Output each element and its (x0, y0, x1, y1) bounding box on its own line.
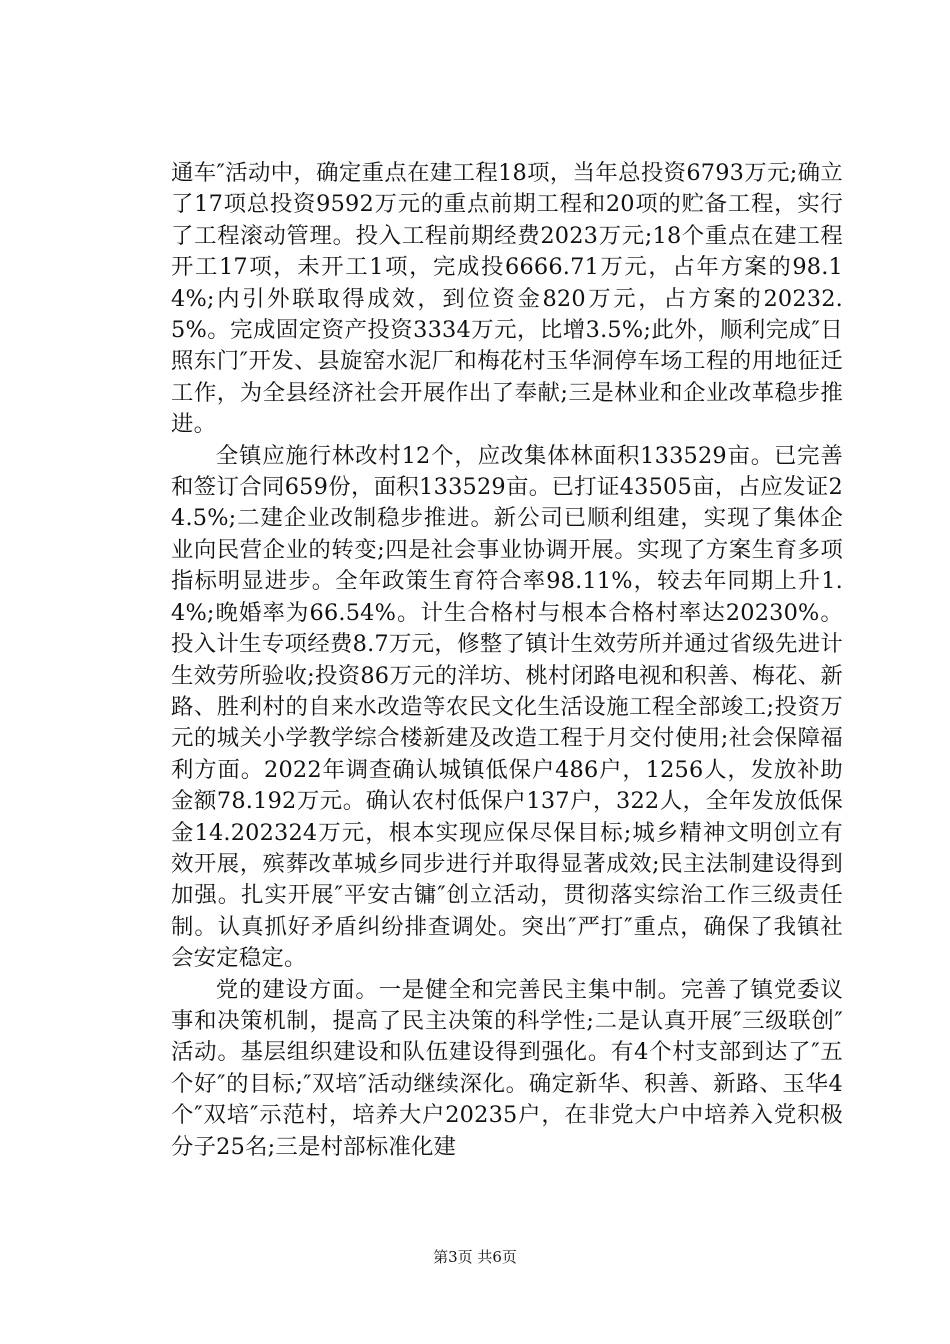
paragraph-1: 通车″活动中，确定重点在建工程18项，当年总投资6793万元;确立了17项总投资9592万元的重点前期工程和20项的贮备工程，实行了工程滚动管理。投入工程前期经费2023万元;18个重点在建工程开工17项，未开工1项，完成投6666.71万元，占年方案的98.14%;内引外联取得成效，到位资金820万元，占方案的20232.5%。完成固定资产投资3334万元，比增3.5%;此外，顺利完成″日照东门″开发、县旋窑水泥厂和梅花村玉华洞停车场工程的用地征迁工作，为全县经济社会开展作出了奉献;三是林业和企业改革稳步推进。 (171, 160, 843, 438)
paragraph-2: 全镇应施行林改村12个，应改集体林面积133529亩。已完善和签订合同659份，面积133529亩。已打证43505亩，占应发证24.5%;二建企业改制稳步推进。新公司已顺利组建，实现了集体企业向民营企业的转变;四是社会事业协调开展。实现了方案生育多项指标明显进步。全年政策生育符合率98.11%，较去年同期上升1.4%;晚婚率为66.54%。计生合格村与根本合格村率达20230%。投入计生专项经费8.7万元，修整了镇计生效劳所并通过省级先进计生效劳所验收;投资86万元的洋坊、桃村闭路电视和积善、梅花、新路、胜利村的自来水改造等农民文化生活设施工程全部竣工;投资万元的城关小学教学综合楼新建及改造工程于月交付使用;社会保障福利方面。2022年调查确认城镇低保户486户，1256人，发放补助金额78.192万元。确认农村低保户137户，322人，全年发放低保金14.202324万元，根本实现应保尽保目标;城乡精神文明创立有效开展，殡葬改革城乡同步进行并取得显著成效;民主法制建设得到加强。扎实开展″平安古镛″创立活动，贯彻落实综治工作三级责任制。认真抓好矛盾纠纷排查调处。突出″严打″重点，确保了我镇社会安定稳定。 (171, 442, 843, 972)
document-body (171, 158, 843, 1163)
page-footer: 第3页 共6页 (433, 1248, 517, 1266)
paragraph-3: 党的建设方面。一是健全和完善民主集中制。完善了镇党委议事和决策机制，提高了民主决策的科学性;二是认真开展″三级联创″活动。基层组织建设和队伍建设得到强化。有4个村支部到达了″五个好″的目标;″双培″活动继续深化。确定新华、积善、新路、玉华4个″双培″示范村，培养大户20235户，在非党大户中培养入党积极分子25名;三是村部标准化建 (171, 976, 843, 1160)
